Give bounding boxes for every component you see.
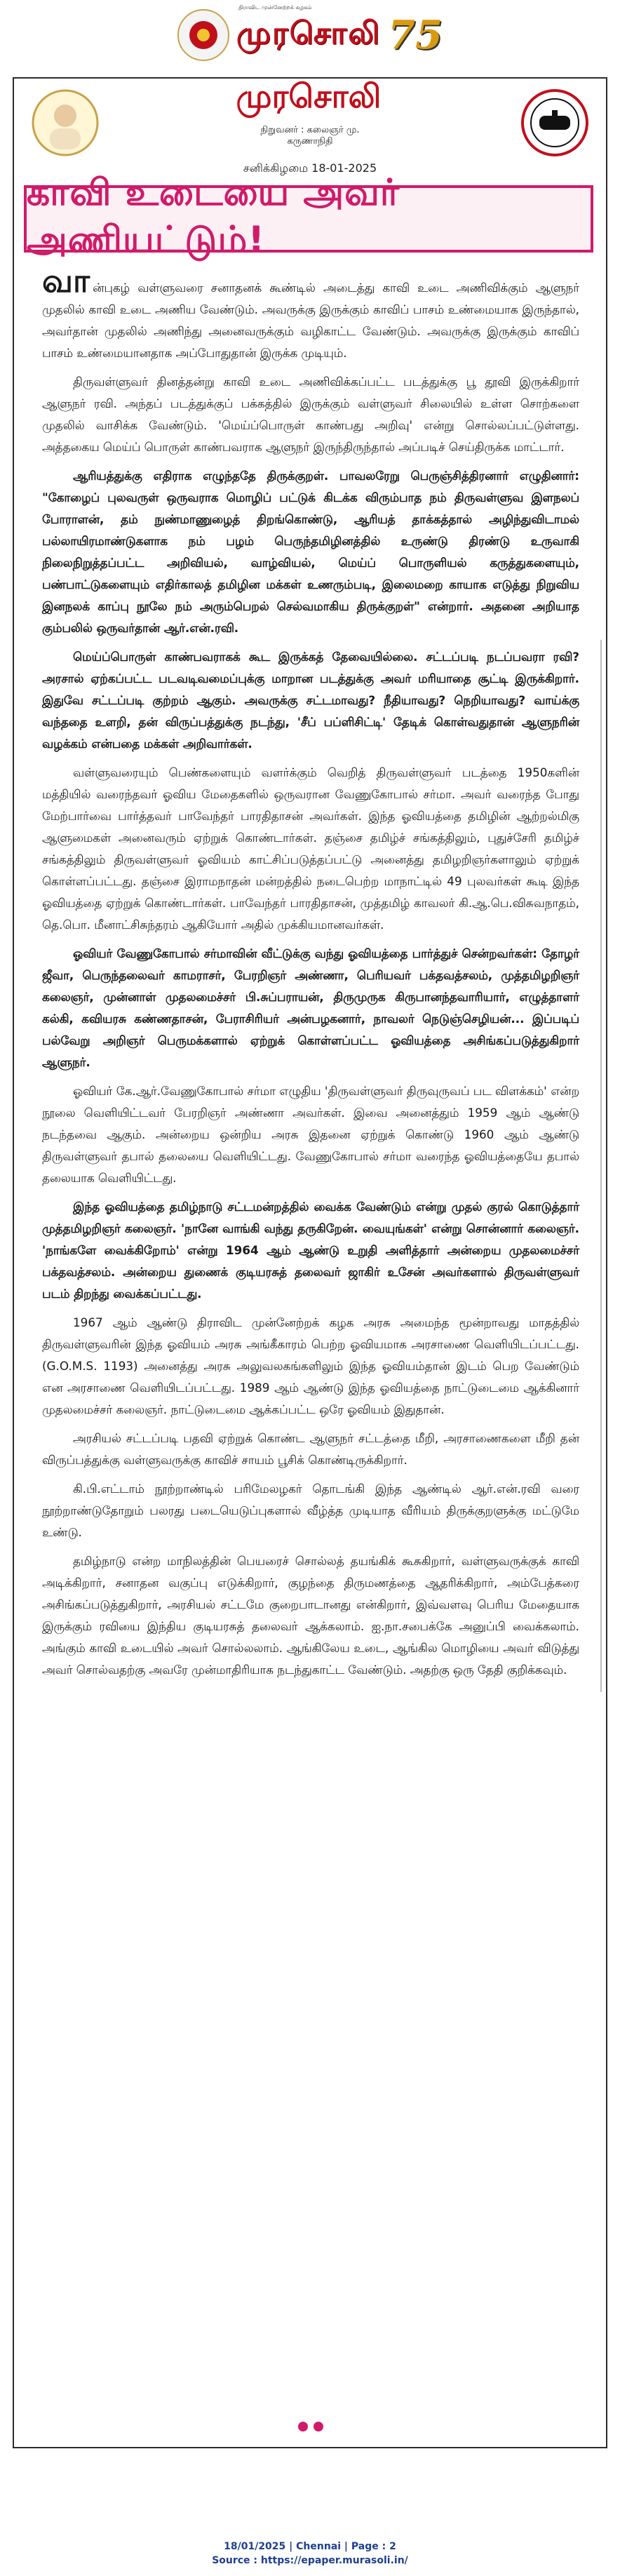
article-paragraph [42, 1196, 579, 1305]
article-clipping [13, 77, 607, 2448]
article-paragraph [42, 762, 579, 936]
page-footer [0, 2540, 620, 2568]
article-paragraph [42, 1312, 579, 1421]
end-dot [298, 2422, 308, 2431]
end-dot [314, 2422, 323, 2431]
article-paragraph [42, 262, 579, 364]
end-marker [298, 2422, 323, 2431]
dateline: சனிக்கிழமை 18-01-2025 [243, 161, 377, 175]
party-emblem [516, 84, 593, 161]
logo-text: முரசொலி [236, 15, 382, 51]
masthead-logo [177, 9, 443, 61]
footer-date-line: 18/01/2025 | Chennai | Page : 2 [224, 2541, 396, 2552]
article-paragraph [42, 371, 579, 458]
fold-line [600, 640, 602, 1692]
paragraph-text: திருவள்ளுவர் தினத்தன்று காவி உடை அணிவிக்கப்பட்ட படத்துக்கு பூ தூவி இருக்கிறார் ஆளுநர் ரவி. அந்தப் படத்துக்குப் பக்கத்தில் இருக்கும் வள்ளுவர் சிலையில் உள்ள சொற்களை முதலில் வாசிக்க வேண்டும். 'மெய்ப்பொருள் காண்பது அறிவு' என்று சொல்லப்பட்டுள்ளது. அத்தகைய மெய்ப் பொருள் காண்பவராக ஆளுநர் இருந்திருந்தால் அப்படிச் செய்திருக்க மாட்டார். [42, 375, 579, 454]
sun-emblem-icon [186, 18, 221, 53]
portrait-image [27, 84, 104, 161]
paragraph-text: கி.பி.எட்டாம் நூற்றாண்டில் பரிமேலழகர் தொடங்கி இந்த ஆண்டில் ஆர்.என்.ரவி வரை நூற்றாண்டுதோறும் பலரது படையெடுப்புகளால் வீழ்த்த முடியாத வீரியம் திருக்குறளுக்கு மட்டுமே உண்டு. [42, 1482, 579, 1539]
paragraph-text: வள்ளுவரையும் பெண்களையும் வளர்க்கும் வெறித் திருவள்ளுவர் படத்தை 1950களின் மத்தியில் வரைந்தவர் ஓவிய மேதைகளில் ஒருவரான வேணுகோபால் சர்மா. அவர் வரைந்த போது மேற்பார்வை பார்த்தவர் பாவேந்தர் பாரதிதாசன் அவர்கள். இந்த ஓவியத்தை தமிழின் ஆற்றல்மிகு ஆளுமைகள் அனைவரும் ஏற்றுக் கொண்டார்கள். தஞ்சை தமிழ்ச் சங்கத்திலும், புதுச்சேரி தமிழ்ச் சங்கத்திலும் திருவள்ளுவர் ஓவியம் காட்சிப்படுத்தப்பட்டு அனைத்து தமிழறிஞர்களாலும் ஏற்றுக் கொள்ளப்பட்டது. தஞ்சை இராமநாதன் மன்றத்தில் நடைபெற்ற மாநாட்டில் 49 புலவர்கள் கூடி இந்த ஓவியத்தை ஏற்றுக் கொண்டார்கள். பாவேந்தர் பாரதிதாசன், முத்தமிழ் காவலர் கி.ஆ.பெ.விசுவநாதம், தெ.பொ. மீனாட்சிசுந்தரம் ஆகியோர் அதில் முக்கியமானவர்கள். [42, 765, 579, 932]
paragraph-text: 1967 ஆம் ஆண்டு திராவிட முன்னேற்றக் கழக அரசு அமைந்த மூன்றாவது மாதத்தில் திருவள்ளுவரின் இந்த ஓவியம் அரசு அங்கீகாரம் பெற்ற ஓவியமாக அரசாணை வெளியிடப்பட்டது. (G.O.M.S. 1193) அனைத்து அரசு அலுவலகங்களிலும் இந்த ஓவியம்தான் இடம் பெற வேண்டும் என அரசாணை வெளியிடப்பட்டது. 1989 ஆம் ஆண்டு இந்த ஓவியத்தை நாட்டுடைமை ஆக்கினார் முதலமைச்சர் கலைஞர். நாட்டுடைமை ஆக்கப்பட்ட ஒரே ஓவியம் இதுதான். [42, 1315, 579, 1416]
founder-line: நிறுவனர் : கலைஞர் மு. கருணாநிதி [260, 125, 360, 147]
paragraph-text: ஆரியத்துக்கு எதிராக எழுந்ததே திருக்குறள். பாவலரேறு பெருஞ்சித்திரனார் எழுதினார்: "கோழைப் புலவருள் ஒருவராக மொழிப் பட்டுக் கிடக்க விரும்பாத நம் திருவள்ளுவ இளநலப் போராளன், தம் நுண்மாணுழைத் திறங்கொண்டு, ஆரியத் தாக்கத்தால் அழிந்துவிடாமல் பல்லாயிரமாண்டுகளாக நம் பழம் பெருந்தமிழினத்தில் உருண்டு திரண்டு உருவாகி நிலைநிறுத்தப்பட்ட அறிவியல், வாழ்வியல், மெய்ப் பொருளியல் கருத்துகளையும், பண்பாட்டுகளையும் எதிர்காலத் தமிழின மக்கள் உணரும்படி, இலைமறை காயாக எடுத்து நிறுவிய இனநலக் காப்பு நூலே நம் அரும்பெறல் செல்வமாகிய திருக்குறள்" என்றார். அதனை அறியாத கும்பலில் ஒருவர்தான் ஆர்.என்.ரவி. [42, 469, 579, 635]
article-paragraph [42, 943, 579, 1073]
article-paragraph [42, 1428, 579, 1471]
newspaper-header [14, 79, 606, 175]
paragraph-text: இந்த ஓவியத்தை தமிழ்நாடு சட்டமன்றத்தில் வைக்க வேண்டும் என்று முதல் குரல் கொடுத்தார் முத்தமிழறிஞர் கலைஞர். 'நானே வாங்கி வந்து தருகிறேன். வையுங்கள்' என்று சொன்னார் கலைஞர். 'நாங்களே வைக்கிறோம்' என்று 1964 ஆம் ஆண்டு உறுதி அளித்தார் அன்றைய முதலமைச்சர் பக்தவத்சலம். அன்றைய துணைக் குடியரசுத் தலைவர் ஜாகிர் உசேன் அவர்களால் திருவள்ளுவர் படம் திறந்து வைக்கப்பட்டது. [42, 1200, 579, 1301]
article-paragraph [42, 465, 579, 639]
headline: காவி உடையை அவர் அணியட்டும்! [27, 172, 400, 261]
masthead-tagline: திராவிட முன்னேற்றக் கழகம் [238, 4, 312, 11]
article-paragraph [42, 1478, 579, 1543]
paragraph-text: மெய்ப்பொருள் காண்பவராகக் கூட இருக்கத் தேவையில்லை. சட்டப்படி நடப்பவரா ரவி? அரசால் ஏற்கப்பட்ட படவடிவமைப்புக்கு மாறான படத்துக்கு அவர் மரியாதை சூட்டி இருக்கிறார். இதுவே சட்டப்படி குற்றம் ஆகும். அவருக்கு சட்டமாவது? நீதியாவது? நெறியாவது? வாய்க்கு வந்ததை உளறி, தன் விருப்பத்துக்கு நடந்து, 'சீப் பப்ளிசிட்டி' தேடிக் கொள்வதுதான் ஆளுநரின் வழக்கம் என்பதை மக்கள் அறிவார்கள். [42, 650, 579, 751]
article-paragraph [42, 1550, 579, 1681]
paragraph-text: ஓவியர் கே.ஆர்.வேணுகோபால் சர்மா எழுதிய 'திருவள்ளுவர் திருவுருவப் பட விளக்கம்' என்ற நூலை வெளியிட்டவர் பேரறிஞர் அண்ணா அவர்கள். இவை அனைத்தும் 1959 ஆம் ஆண்டு நடந்தவை ஆகும். அன்றைய ஒன்றிய அரசு இதனை ஏற்றுக் கொண்டு 1960 ஆம் ஆண்டு திருவள்ளுவர் தபால் தலையை வெளியிட்டது. வேணுகோபால் சர்மா வரைந்த ஓவியத்தையே தபால் தலையாக வெளியிட்டது. [42, 1084, 579, 1185]
anniversary-mark: 75 [388, 12, 443, 58]
portrait-icon [30, 88, 100, 158]
headline-box [24, 172, 593, 261]
party-emblem-icon [520, 88, 590, 158]
emblem-icon [177, 9, 229, 61]
article-paragraph [42, 1080, 579, 1189]
paragraph-text: ஓவியர் வேணுகோபால் சர்மாவின் வீட்டுக்கு வந்து ஓவியத்தை பார்த்துச் சென்றவர்கள்: தோழர் ஜீவா, பெருந்தலைவர் காமராசர், பேரறிஞர் அண்ணா, பெரியவர் பக்தவத்சலம், முத்தமிழறிஞர் கலைஞர், முன்னாள் முதலமைச்சர் பி.சுப்பராயன், திருமுருக கிருபானந்தவாரியார், எழுத்தாளர் கல்கி, கவியரசு கண்ணதாசன், பேராசிரியர் அன்பழகனார், நாவலர் நெடுஞ்செழியன்... இப்படிப் பல்வேறு அறிஞர் பெருமக்களால் ஏற்றுக் கொள்ளப்பட்ட ஓவியத்தை அசிங்கப்படுத்துகிறார் ஆளுநர். [42, 946, 579, 1069]
drop-cap: வா [42, 262, 90, 300]
paragraph-text: அரசியல் சட்டப்படி பதவி ஏற்றுக் கொண்ட ஆளுநர் சட்டத்தை மீறி, அரசாணைகளை மீறி தன் விருப்பத்துக்கு வள்ளுவருக்கு காவிச் சாயம் பூசிக் கொண்டிருக்கிறார். [42, 1431, 579, 1467]
newspaper-name: முரசொலி [236, 79, 382, 115]
paragraph-text: தமிழ்நாடு என்ற மாநிலத்தின் பெயரைச் சொல்லத் தயங்கிக் கூசுகிறார், வள்ளுவருக்குக் காவி அடிக்கிறார், சனாதன வகுப்பு எடுக்கிறார், குழந்தை திருமணத்தை ஆதரிக்கிறார், அம்பேத்கரை அசிங்கப்படுத்துகிறார், அரசியல் சட்டமே குறைபாடானது என்கிறார், இவ்வளவு பெரிய மேதையாக இருக்கும் ரவியை இந்திய குடியரசுத் தலைவர் ஆக்கலாம். ஐ.நா.சபைக்கே அனுப்பி வைக்கலாம். அங்கும் காவி உடையில் அவர் சொல்லலாம். ஆங்கிலேய உடை, ஆங்கில மொழியை அவர் விடுத்து அவர் சொல்வதற்கு அவரே முன்மாதிரியாக நடந்துகாட்ட வேண்டும். அதற்கு ஒரு தேதி குறிக்கவும். [42, 1554, 579, 1677]
masthead [0, 0, 620, 70]
paragraph-text: ன்புகழ் வள்ளுவரை சனாதனக் கூண்டில் அடைத்து காவி உடை அணிவிக்கும் ஆளுநர் முதலில் காவி உடை அணிய வேண்டும். அவருக்கு இருக்கும் காவிப் பாசம் உண்மையாக இருந்தால், அவர்தான் முதலில் அணிந்து அனைவருக்கும் வழிகாட்ட வேண்டும். அவருக்கு இருக்கும் காவிப் பாசம் உண்மையானதாக அப்போதுதான் இருக்க முடியும். [42, 281, 579, 360]
article-body [42, 262, 579, 1688]
article-paragraph [42, 646, 579, 755]
footer-source-line: Source : https://epaper.murasoli.in/ [212, 2555, 408, 2566]
